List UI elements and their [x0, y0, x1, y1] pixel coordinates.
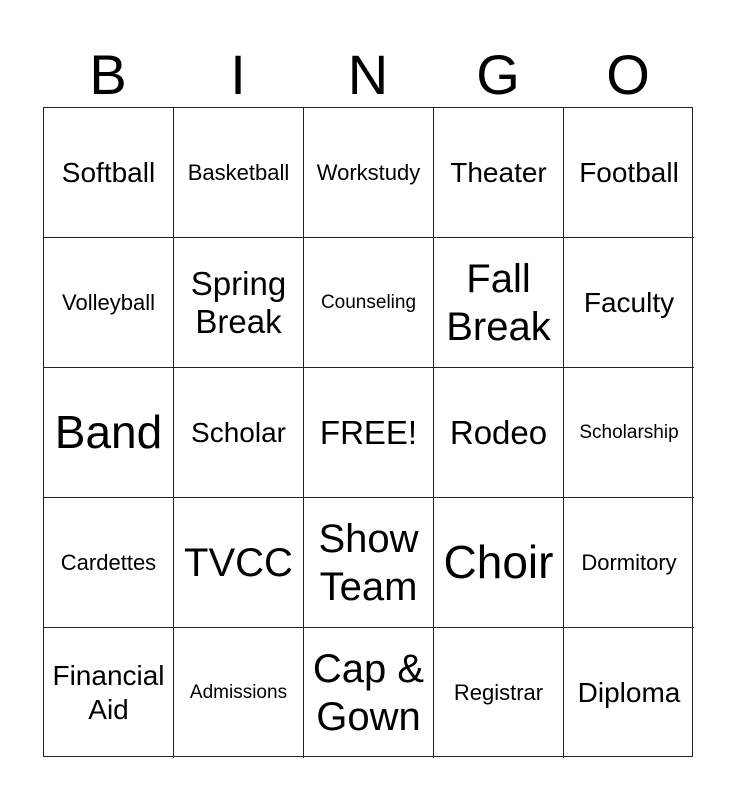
bingo-cell[interactable]: Volleyball [44, 238, 174, 368]
bingo-cell[interactable]: Show Team [304, 498, 434, 628]
bingo-cell[interactable]: Faculty [564, 238, 694, 368]
bingo-cell[interactable]: Spring Break [174, 238, 304, 368]
bingo-cell[interactable]: TVCC [174, 498, 304, 628]
bingo-cell[interactable]: Scholar [174, 368, 304, 498]
bingo-header [43, 44, 693, 106]
bingo-cell[interactable]: Theater [434, 108, 564, 238]
bingo-cell[interactable]: Softball [44, 108, 174, 238]
bingo-board [43, 107, 693, 757]
bingo-cell[interactable]: Band [44, 368, 174, 498]
bingo-cell[interactable]: Registrar [434, 628, 564, 758]
bingo-cell[interactable]: Rodeo [434, 368, 564, 498]
bingo-cell[interactable]: Admissions [174, 628, 304, 758]
header-letter-b: B [89, 43, 127, 106]
bingo-cell[interactable]: Scholarship [564, 368, 694, 498]
bingo-cell[interactable]: Cardettes [44, 498, 174, 628]
free-space-cell[interactable]: FREE! [304, 368, 434, 498]
header-letter-i: I [230, 43, 246, 106]
bingo-cell[interactable]: Financial Aid [44, 628, 174, 758]
bingo-cell[interactable]: Diploma [577, 677, 681, 709]
bingo-cell[interactable]: Cap & Gown [304, 628, 434, 758]
bingo-cell[interactable]: Workstudy [304, 108, 434, 238]
header-letter-g: G [476, 43, 520, 106]
bingo-cell[interactable]: Football [564, 108, 694, 238]
header-letter-o: O [606, 43, 650, 106]
bingo-cell[interactable]: Counseling [304, 238, 434, 368]
bingo-cell[interactable]: Basketball [174, 108, 304, 238]
header-letter-n: N [347, 43, 389, 106]
bingo-cell[interactable]: Choir [434, 498, 564, 628]
bingo-cell[interactable]: Fall Break [434, 238, 564, 368]
bingo-cell[interactable]: Dormitory [564, 498, 694, 628]
